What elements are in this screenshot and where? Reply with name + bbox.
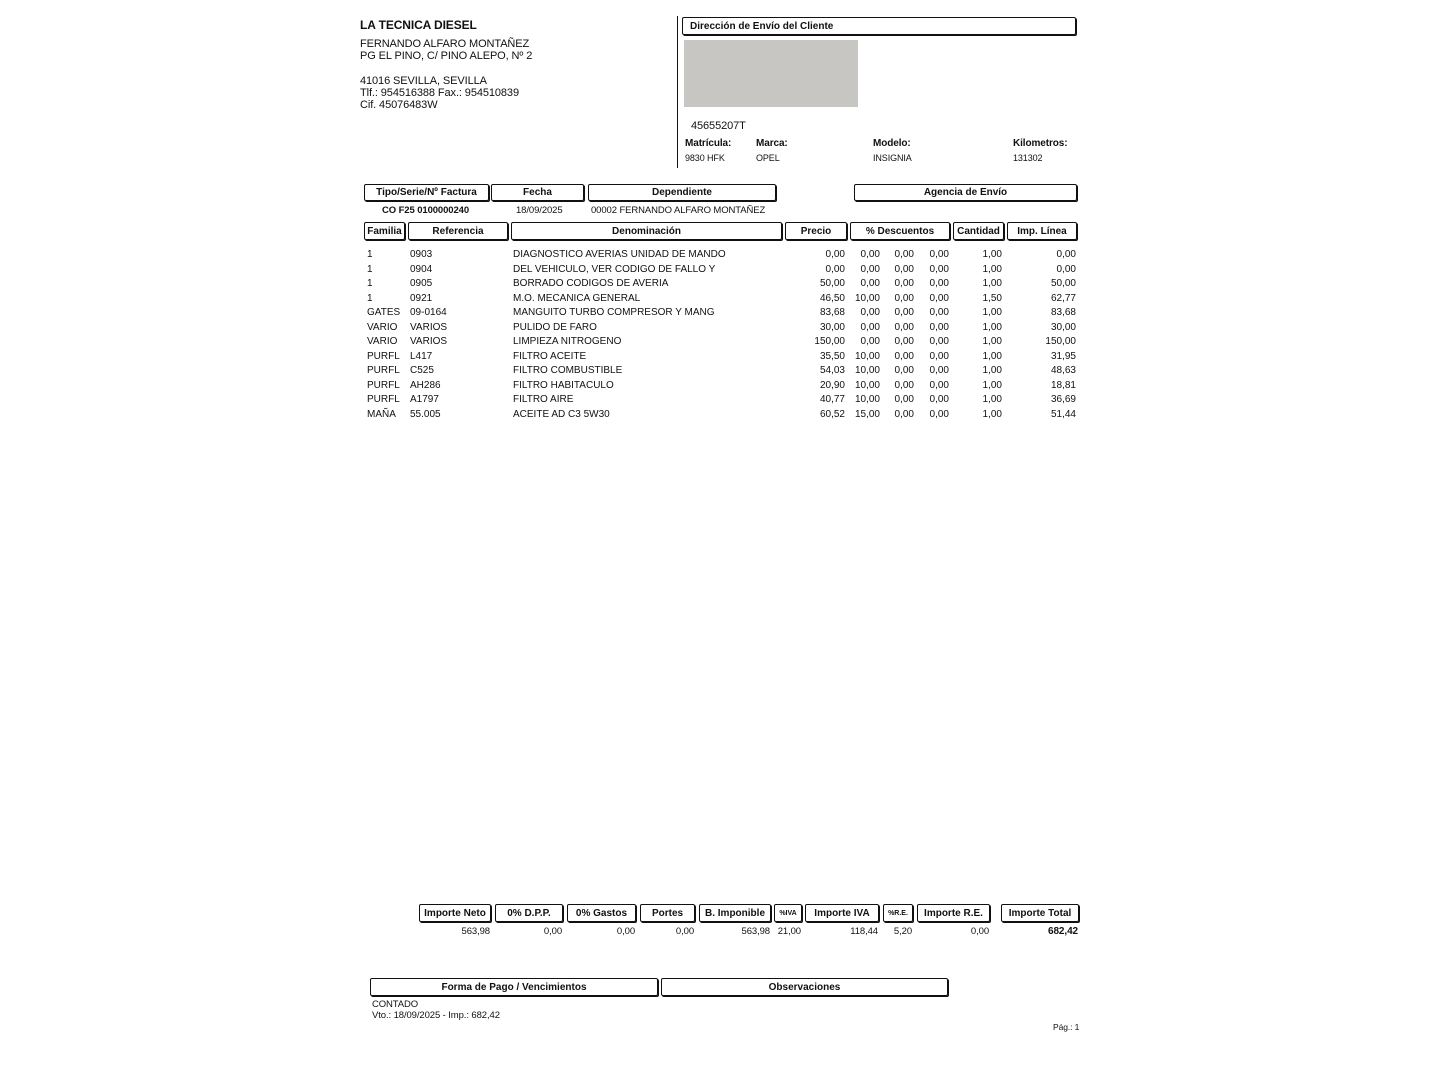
brand-label: Marca: <box>756 138 788 149</box>
invoice-clerk-header: Dependiente <box>588 184 776 201</box>
cell-reference: A1797 <box>410 394 439 405</box>
cell-description: BORRADO CODIGOS DE AVERIA <box>513 278 669 289</box>
cell-price: 20,90 <box>819 379 845 391</box>
table-row <box>0 307 1440 321</box>
cell-discount-1: 0,00 <box>860 321 880 333</box>
cell-price: 60,52 <box>819 408 845 420</box>
cell-discount-2: 0,00 <box>894 321 914 333</box>
table-row <box>0 278 1440 292</box>
cell-family: MAÑA <box>367 408 396 420</box>
company-phones: Tlf.: 954516388 Fax.: 954510839 <box>360 87 519 99</box>
cell-line-total: 36,69 <box>1050 394 1076 405</box>
company-owner: FERNANDO ALFARO MONTAÑEZ <box>360 38 530 50</box>
cell-discount-2: 0,00 <box>894 249 914 260</box>
re-pct-value: 5,20 <box>893 926 912 937</box>
cell-reference: 55.005 <box>410 408 441 420</box>
cell-price: 150,00 <box>814 336 845 347</box>
cell-discount-1: 0,00 <box>860 278 880 289</box>
cell-discount-3: 0,00 <box>929 336 949 347</box>
payment-due: Vto.: 18/09/2025 - Imp.: 682,42 <box>372 1010 500 1021</box>
cell-family: 1 <box>367 292 373 304</box>
cell-price: 35,50 <box>819 350 845 362</box>
table-row <box>0 322 1440 336</box>
cell-description: DIAGNOSTICO AVERIAS UNIDAD DE MANDO <box>513 249 726 260</box>
cell-family: PURFL <box>367 365 400 376</box>
cell-description: DEL VEHICULO, VER CODIGO DE FALLO Y <box>513 263 716 275</box>
cell-discount-3: 0,00 <box>929 292 949 304</box>
redacted-address-block <box>684 40 858 107</box>
client-address-header: Dirección de Envío del Cliente <box>682 17 1076 35</box>
cell-discount-3: 0,00 <box>929 408 949 420</box>
cell-discount-3: 0,00 <box>929 365 949 376</box>
cell-discount-2: 0,00 <box>894 408 914 420</box>
cell-quantity: 1,00 <box>982 249 1002 260</box>
total-value: 682,42 <box>1048 926 1078 937</box>
cell-reference: C525 <box>410 365 434 376</box>
observations-header: Observaciones <box>661 978 948 996</box>
cell-line-total: 50,00 <box>1050 278 1076 289</box>
cell-discount-3: 0,00 <box>929 263 949 275</box>
cell-price: 0,00 <box>825 249 845 260</box>
cell-quantity: 1,00 <box>982 394 1002 405</box>
payment-header: Forma de Pago / Vencimientos <box>370 978 658 996</box>
table-row <box>0 351 1440 365</box>
cell-family: 1 <box>367 249 373 260</box>
cell-line-total: 18,81 <box>1050 379 1076 391</box>
cell-discount-2: 0,00 <box>894 350 914 362</box>
cell-description: FILTRO AIRE <box>513 394 574 405</box>
cell-discount-3: 0,00 <box>929 307 949 318</box>
cell-discount-2: 0,00 <box>894 336 914 347</box>
cell-quantity: 1,50 <box>982 292 1002 304</box>
cell-discount-1: 10,00 <box>854 350 880 362</box>
cell-quantity: 1,00 <box>982 263 1002 275</box>
company-city: 41016 SEVILLA, SEVILLA <box>360 75 487 87</box>
net-value: 563,98 <box>461 926 490 937</box>
table-row <box>0 249 1440 263</box>
table-row <box>0 365 1440 379</box>
model-label: Modelo: <box>873 138 911 149</box>
cell-reference: AH286 <box>410 379 441 391</box>
col-price: Precio <box>785 222 847 240</box>
cell-quantity: 1,00 <box>982 307 1002 318</box>
cell-reference: L417 <box>410 350 433 362</box>
cell-reference: 0921 <box>410 292 433 304</box>
company-name: LA TECNICA DIESEL <box>360 18 477 32</box>
cell-quantity: 1,00 <box>982 379 1002 391</box>
cell-discount-1: 10,00 <box>854 292 880 304</box>
cell-line-total: 0,00 <box>1056 263 1076 275</box>
header-divider <box>677 16 678 168</box>
km-value: 131302 <box>1013 153 1043 163</box>
table-row <box>0 380 1440 394</box>
cell-discount-2: 0,00 <box>894 365 914 376</box>
cell-discount-3: 0,00 <box>929 278 949 289</box>
cell-quantity: 1,00 <box>982 365 1002 376</box>
cell-quantity: 1,00 <box>982 350 1002 362</box>
client-id: 45655207T <box>691 120 746 132</box>
cell-reference: VARIOS <box>410 321 448 333</box>
invoice-date: 18/09/2025 <box>516 205 563 216</box>
cell-discount-3: 0,00 <box>929 394 949 405</box>
cell-line-total: 0,00 <box>1056 249 1076 260</box>
cell-line-total: 150,00 <box>1045 336 1076 347</box>
cell-discount-1: 0,00 <box>860 336 880 347</box>
cell-description: MANGUITO TURBO COMPRESOR Y MANG <box>513 307 715 318</box>
vat-value: 118,44 <box>850 926 878 937</box>
base-header: B. Imponible <box>699 904 771 922</box>
cell-description: FILTRO HABITACULO <box>513 379 614 391</box>
table-row <box>0 293 1440 307</box>
col-quantity: Cantidad <box>953 222 1004 240</box>
cell-family: VARIO <box>367 336 398 347</box>
cell-discount-1: 10,00 <box>854 365 880 376</box>
invoice-date-header: Fecha <box>491 184 584 201</box>
cell-discount-1: 15,00 <box>854 408 880 420</box>
page-number: Pág.: 1 <box>1053 1022 1080 1032</box>
cell-family: PURFL <box>367 379 400 391</box>
cell-discount-1: 0,00 <box>860 263 880 275</box>
cell-reference: 09-0164 <box>410 307 447 318</box>
cell-reference: 0904 <box>410 263 433 275</box>
cell-description: ACEITE AD C3 5W30 <box>513 408 610 420</box>
cell-description: PULIDO DE FARO <box>513 321 597 333</box>
vat-pct-value: 21,00 <box>777 926 801 937</box>
cell-discount-3: 0,00 <box>929 350 949 362</box>
expenses-value: 0,00 <box>616 926 635 937</box>
invoice-clerk: 00002 FERNANDO ALFARO MONTAÑEZ <box>591 205 766 216</box>
brand-value: OPEL <box>756 153 780 163</box>
table-row <box>0 394 1440 408</box>
cell-price: 30,00 <box>819 321 845 333</box>
col-reference: Referencia <box>408 222 508 240</box>
cell-price: 83,68 <box>819 307 845 318</box>
cell-discount-3: 0,00 <box>929 321 949 333</box>
cell-quantity: 1,00 <box>982 336 1002 347</box>
dpp-header: 0% D.P.P. <box>495 904 563 922</box>
total-header: Importe Total <box>1001 904 1079 922</box>
vat-header: Importe IVA <box>805 904 879 922</box>
shipping-value: 0,00 <box>675 926 694 937</box>
cell-price: 0,00 <box>825 263 845 275</box>
cell-price: 40,77 <box>819 394 845 405</box>
vat-pct-header: %IVA <box>774 904 802 922</box>
shipping-header: Portes <box>640 904 695 922</box>
invoice-number: CO F25 0100000240 <box>382 205 470 216</box>
cell-family: GATES <box>367 307 401 318</box>
col-discounts: % Descuentos <box>850 222 950 240</box>
cell-discount-2: 0,00 <box>894 278 914 289</box>
cell-discount-3: 0,00 <box>929 249 949 260</box>
cell-line-total: 83,68 <box>1050 307 1076 318</box>
cell-line-total: 51,44 <box>1050 408 1076 420</box>
cell-line-total: 30,00 <box>1050 321 1076 333</box>
cell-price: 46,50 <box>819 292 845 304</box>
company-address: PG EL PINO, C/ PINO ALEPO, Nº 2 <box>360 50 533 62</box>
cell-discount-1: 10,00 <box>854 379 880 391</box>
cell-reference: 0903 <box>410 249 433 260</box>
model-value: INSIGNIA <box>873 153 912 163</box>
company-cif: Cif. 45076483W <box>360 99 438 111</box>
cell-family: 1 <box>367 263 373 275</box>
cell-line-total: 62,77 <box>1050 292 1076 304</box>
re-value: 0,00 <box>970 926 989 937</box>
cell-quantity: 1,00 <box>982 408 1002 420</box>
cell-discount-2: 0,00 <box>894 263 914 275</box>
cell-price: 50,00 <box>819 278 845 289</box>
payment-method: CONTADO <box>372 999 419 1010</box>
re-header: Importe R.E. <box>917 904 990 922</box>
cell-discount-2: 0,00 <box>894 379 914 391</box>
col-description: Denominación <box>511 222 782 240</box>
table-row <box>0 336 1440 350</box>
km-label: Kilometros: <box>1013 138 1068 149</box>
re-pct-header: %R.E. <box>883 904 913 922</box>
cell-description: FILTRO COMBUSTIBLE <box>513 365 623 376</box>
cell-quantity: 1,00 <box>982 278 1002 289</box>
cell-quantity: 1,00 <box>982 321 1002 333</box>
col-family: Familia <box>364 222 405 240</box>
cell-description: LIMPIEZA NITROGENO <box>513 336 622 347</box>
cell-family: VARIO <box>367 321 398 333</box>
cell-discount-2: 0,00 <box>894 394 914 405</box>
cell-reference: VARIOS <box>410 336 448 347</box>
cell-discount-1: 0,00 <box>860 249 880 260</box>
col-line-total: Imp. Línea <box>1007 222 1077 240</box>
cell-price: 54,03 <box>819 365 845 376</box>
cell-description: M.O. MECANICA GENERAL <box>513 292 641 304</box>
plate-value: 9830 HFK <box>685 153 725 163</box>
base-value: 563,98 <box>741 926 770 937</box>
cell-description: FILTRO ACEITE <box>513 350 587 362</box>
cell-reference: 0905 <box>410 278 433 289</box>
plate-label: Matrícula: <box>685 138 732 149</box>
cell-discount-1: 10,00 <box>854 394 880 405</box>
expenses-header: 0% Gastos <box>567 904 636 922</box>
cell-family: 1 <box>367 278 373 289</box>
table-row <box>0 409 1440 423</box>
net-header: Importe Neto <box>419 904 491 922</box>
cell-family: PURFL <box>367 350 400 362</box>
cell-discount-2: 0,00 <box>894 307 914 318</box>
dpp-value: 0,00 <box>543 926 562 937</box>
cell-discount-2: 0,00 <box>894 292 914 304</box>
shipping-agency-header: Agencia de Envío <box>854 184 1077 201</box>
cell-discount-3: 0,00 <box>929 379 949 391</box>
table-row <box>0 264 1440 278</box>
invoice-type-header: Tipo/Serie/Nº Factura <box>364 184 489 201</box>
cell-line-total: 48,63 <box>1050 365 1076 376</box>
cell-family: PURFL <box>367 394 400 405</box>
cell-discount-1: 0,00 <box>860 307 880 318</box>
cell-line-total: 31,95 <box>1050 350 1076 362</box>
